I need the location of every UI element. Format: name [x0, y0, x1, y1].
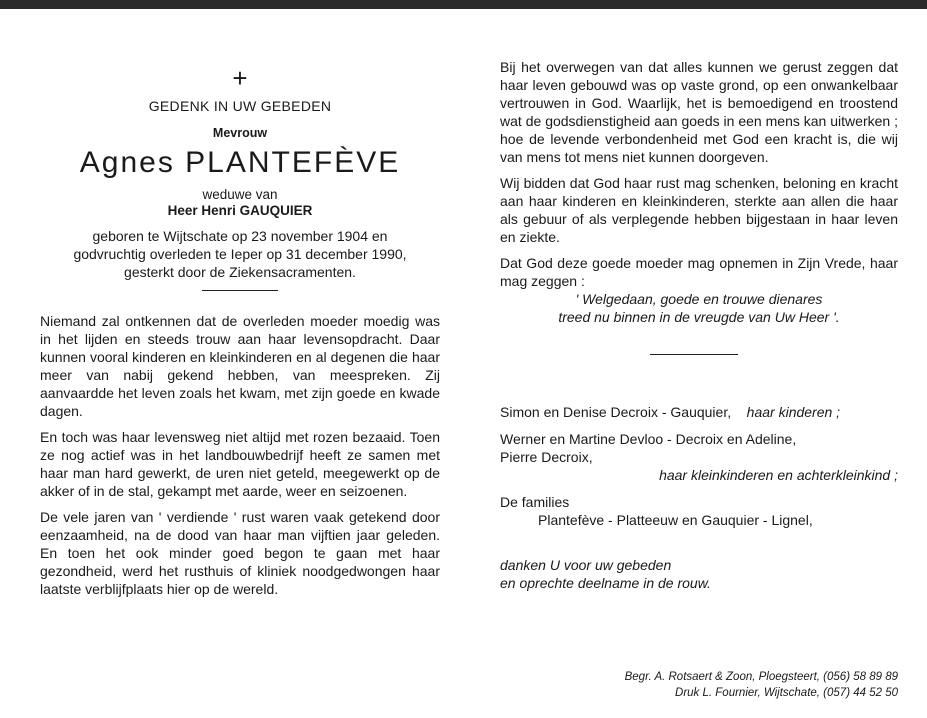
deceased-name: Agnes PLANTEFÈVE [79, 146, 401, 179]
title-mevrouw: Mevrouw [212, 126, 268, 140]
printer-credits [500, 669, 898, 701]
children-names: Simon en Denise Decroix - Gauquier, [500, 404, 732, 420]
paragraph-levensweg: En toch was haar levensweg niet altijd met rozen bezaaid. Toen ze nog actief was in het landbouwbedrijf heeft ze samen met haar man hard gewerkt, de uren niet geteld, meegewerkt op de akker of in de stal, gekampt met aarde, weer en seizoenen. [40, 429, 440, 499]
birth-line: geboren te Wijtschate op 23 november 1904 en [92, 228, 388, 244]
grandchildren-line-2: Pierre Decroix, [500, 449, 593, 465]
sacrament-line: gesterkt door de Ziekensacramenten. [124, 264, 356, 280]
paragraph-moedig: Niemand zal ontkennen dat de overleden moeder moedig was in het lijden en steeds trouw aan haar levensopdracht. Daar kunnen vooral kinderen en kleinkinderen en al degenen die haar meer van nabij gekend hebben, van meespreken. Zij aanvaardde het leven zoals het kwam, met zijn goede en kwade dagen. [40, 313, 440, 419]
cross-symbol: + [232, 63, 248, 93]
credit-line-1: Begr. A. Rotsaert & Zoon, Ploegsteert, (056) 58 89 89 [624, 671, 898, 683]
death-line: godvruchtig overleden te Ieper op 31 december 1990, [73, 246, 407, 262]
quote-line-1: ' Welgedaan, goede en trouwe dienares [575, 291, 823, 307]
quote-line-2: treed nu binnen in de vreugde van Uw Heer '. [558, 309, 840, 325]
families-label: De families [500, 494, 570, 510]
thanks-block [500, 556, 898, 592]
children-line [500, 403, 898, 421]
right-column [500, 58, 898, 592]
children-role: haar kinderen ; [746, 404, 841, 420]
paragraph-rust: De vele jaren van ' verdiende ' rust waren vaak getekend door eenzaamheid, na de dood van haar man vijftien jaar geleden. En toen het ook minder goed begon te gaan met haar gezondheid, werd het rusthuis of kliniek noodgedwongen haar laatste verblijfplaats hier op de wereld. [40, 509, 440, 597]
quote [500, 290, 898, 326]
thanks-line-2: en oprechte deelname in de rouw. [500, 575, 711, 591]
top-border [0, 0, 927, 9]
gedenk-heading: GEDENK IN UW GEBEDEN [148, 98, 332, 114]
families-names: Plantefève - Platteeuw en Gauquier - Lignel, [538, 512, 813, 528]
thanks-line-1: danken U voor uw gebeden [500, 557, 672, 573]
paragraph-bidden: Wij bidden dat God haar rust mag schenken, beloning en kracht aan haar kinderen en kleinkinderen, sterkte aan allen die haar als gebuur of als verplegende hebben bijgestaan in haar leven en ziekte. [500, 175, 898, 245]
grandchildren-block [500, 430, 898, 484]
credit-line-2: Druk L. Fournier, Wijtschate, (057) 44 52 50 [675, 687, 898, 699]
widow-of-label: weduwe van [202, 187, 278, 202]
grandchildren-line-1: Werner en Martine Devloo - Decroix en Adeline, [500, 431, 797, 447]
grandchildren-role: haar kleinkinderen en achterkleinkind ; [659, 467, 898, 483]
husband-name: Heer Henri GAUQUIER [167, 203, 313, 218]
families-block [500, 493, 898, 529]
left-column [40, 55, 440, 598]
paragraph-vrede: Dat God deze goede moeder mag opnemen in Zijn Vrede, haar mag zeggen : [500, 255, 898, 289]
divider-rule [202, 290, 278, 291]
birth-death-text [40, 227, 440, 281]
paragraph-vertrouwen: Bij het overwegen van dat alles kunnen we gerust zeggen dat haar leven gebouwd was op vaste grond, op een onwankelbaar vertrouwen in God. Waarlijk, het is bemoedigend en troostend wat de godsdienstigheid aan goeds in een mens kan uitwerken ; hoe de levende verbondenheid met God een kracht is, die wij van mens tot mens niet kunnen doorgeven. [500, 59, 898, 165]
divider-rule-2 [650, 354, 738, 355]
